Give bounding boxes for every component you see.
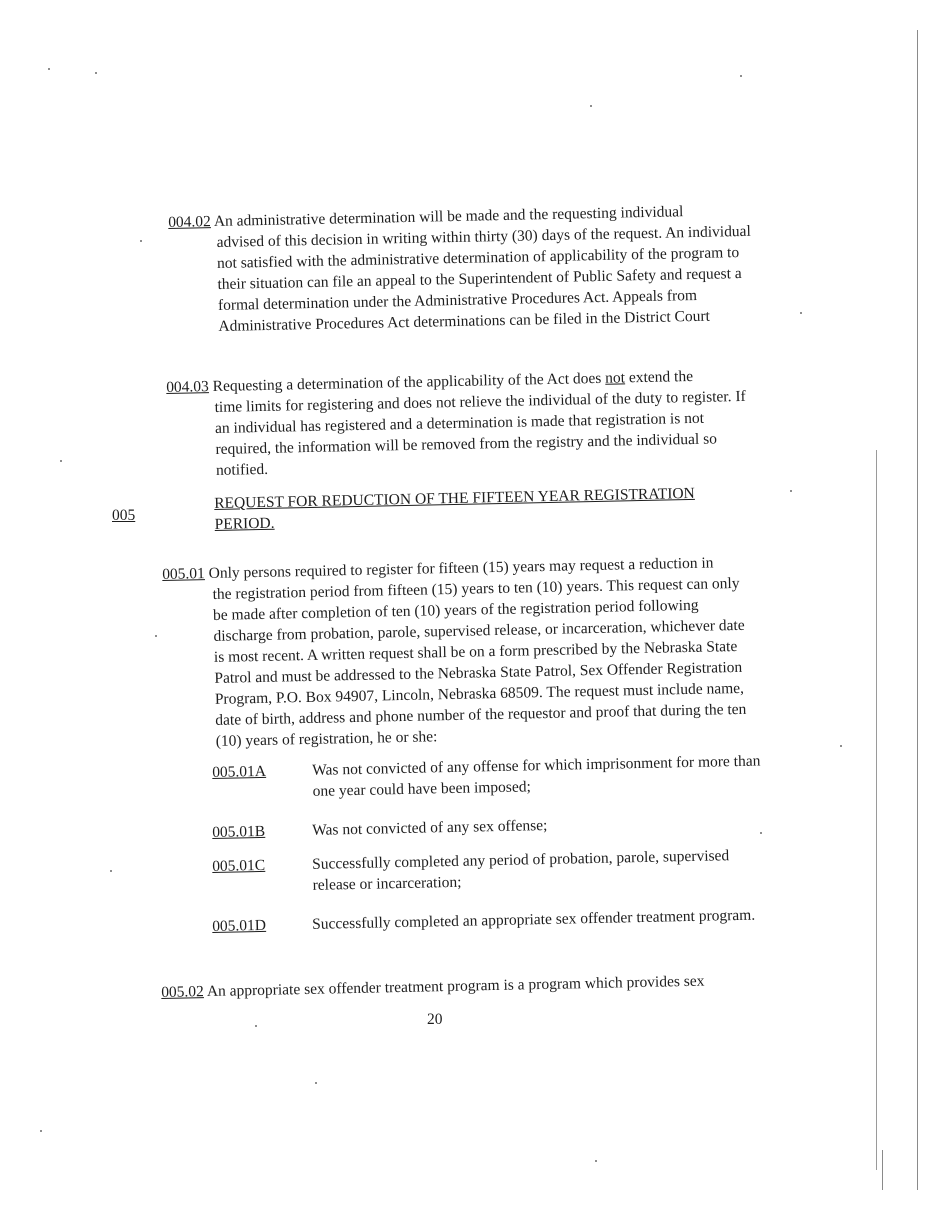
paragraph-number: 004.02 — [168, 213, 212, 231]
scan-edge-line — [882, 1150, 883, 1190]
scan-speck — [110, 870, 112, 872]
subitem-number: 005.01D — [212, 916, 267, 935]
subitem-005-01b — [212, 810, 772, 841]
scan-speck — [790, 490, 792, 492]
subitem-005-01c — [212, 844, 772, 894]
subitem-005-01a — [212, 750, 772, 800]
scan-speck — [140, 240, 142, 242]
paragraph-first-line: An administrative determination will be made and the requesting individual — [213, 203, 684, 231]
paragraph-number: 005.02 — [161, 983, 205, 1001]
paragraph-number: 005.01 — [162, 565, 206, 583]
section-number: 005 — [112, 507, 136, 524]
subitem-text: Was not convicted of any offense for which imprisonment for more than one year could have been imposed; — [312, 752, 761, 800]
paragraph-005-01 — [162, 551, 766, 753]
scan-speck — [60, 460, 62, 462]
paragraph-body: the registration period from fifteen (15) years to ten (10) years. This request can only be made after completion of ten (10) years of the registration period following discharge from probation, parole, supervised release, or incarceration, whichever date is most recent. A written request shall be on a form prescribed by the Nebraska State Patrol and must be addressed to the Nebraska State Patrol, Sex Offender Registration Program, P.O. Box 94907, Lincoln, Nebraska 68509. The request must include name, date of birth, address and phone number of the requestor and proof that during the ten (10) years of registration, he or she: — [212, 574, 747, 750]
emphasis-not: not — [605, 369, 626, 387]
subitem-text: Successfully completed any period of probation, parole, supervised release or incarceration; — [312, 847, 730, 894]
scan-speck — [95, 72, 97, 74]
subitem-number: 005.01B — [212, 822, 266, 841]
scan-speck — [760, 832, 762, 834]
scan-edge-line — [876, 450, 877, 1170]
scan-speck — [740, 75, 742, 77]
scan-speck — [800, 312, 802, 314]
subitem-number: 005.01A — [212, 762, 267, 781]
paragraph-first-line: An appropriate sex offender treatment program is a program which provides sex — [206, 972, 705, 1001]
paragraph-first-line: Only persons required to register for fifteen (15) years may request a reduction in — [208, 554, 714, 583]
paragraph-body: time limits for registering and does not relieve the individual of the duty to register. If an individual has registered and a determination is made that registration is not required, the information will be removed from the registry and the individual so notified. — [214, 387, 746, 479]
paragraph-first-line-post: extend the — [624, 367, 694, 387]
scan-edge-line — [917, 30, 918, 1190]
paragraph-number: 004.03 — [166, 378, 210, 396]
scan-speck — [155, 635, 157, 637]
scan-speck — [840, 745, 842, 747]
scan-speck — [255, 1025, 257, 1027]
paragraph-body: advised of this decision in writing within thirty (30) days of the request. An individual not satisfied with the administrative determination of applicability of the program to their situation can file an appeal to the Superintendent of Public Safety and request a formal determination under the Administrative Procedures Act. Appeals from Administrative Procedures Act determinations can be filed in the District Court — [216, 222, 751, 335]
paragraph-004-02 — [168, 200, 761, 338]
scan-speck — [595, 1160, 597, 1162]
page-number: 20 — [427, 1011, 443, 1028]
paragraph-005-02 — [161, 969, 761, 1003]
paragraph-004-03 — [166, 365, 758, 482]
subitem-text: Successfully completed an appropriate sex offender treatment program. — [312, 906, 756, 933]
subitem-text: Was not convicted of any sex offense; — [312, 816, 548, 839]
scan-speck — [590, 105, 592, 107]
scan-speck — [315, 1082, 317, 1084]
scan-speck — [40, 1130, 42, 1132]
section-heading: REQUEST FOR REDUCTION OF THE FIFTEEN YEAR REGISTRATION PERIOD. — [214, 484, 695, 533]
subitem-005-01d — [212, 904, 772, 935]
paragraph-first-line-pre: Requesting a determination of the applicability of the Act does — [212, 369, 606, 396]
subitem-number: 005.01C — [212, 856, 266, 875]
scan-speck — [48, 68, 50, 70]
